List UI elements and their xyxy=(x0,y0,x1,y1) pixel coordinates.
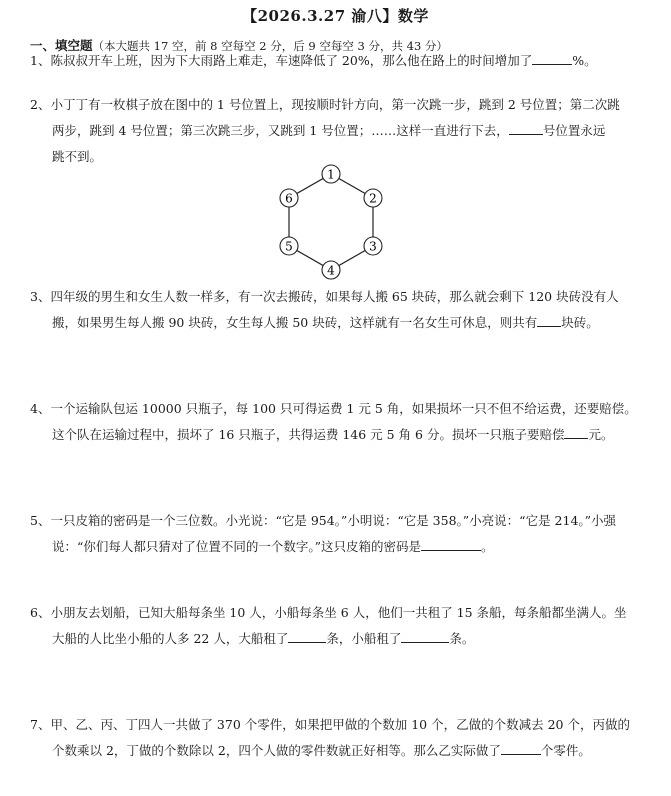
question-text: 号位置永远 xyxy=(542,123,606,138)
question-text: 四年级的男生和女生人数一样多，有一次去搬砖，如果每人搬 65 块砖，那么就会剩下 120 块砖没有人 xyxy=(50,289,619,304)
question-1 xyxy=(30,48,642,74)
page-title: 【2026.3.27 渝八】数学 xyxy=(242,7,429,25)
hexagon-node-1 xyxy=(322,165,340,183)
hexagon-node-3 xyxy=(364,237,382,255)
question-text: 条，小船租了 xyxy=(326,631,402,646)
svg-text:2: 2 xyxy=(369,191,377,206)
question-7 xyxy=(30,712,642,764)
answer-blank xyxy=(509,120,543,135)
hexagon-diagram xyxy=(261,158,401,288)
question-text: 条。 xyxy=(449,631,475,646)
question-3 xyxy=(30,284,642,336)
question-text: 这个队在运输过程中，损坏了 16 只瓶子，共得运费 146 元 5 角 6 分。损坏一只瓶子要赔偿 xyxy=(52,427,565,442)
answer-blank xyxy=(532,50,572,65)
question-number: 2、 xyxy=(30,97,51,112)
question-text: 跳不到。 xyxy=(52,149,103,164)
question-text: 。 xyxy=(481,539,494,554)
question-text: 小丁丁有一枚棋子放在图中的 1 号位置上，现按顺时针方向，第一次跳一步，跳到 2 号位置；第二次跳 xyxy=(50,97,620,112)
svg-text:5: 5 xyxy=(285,239,293,254)
answer-blank xyxy=(421,536,481,551)
hexagon-node-6 xyxy=(280,189,298,207)
answer-blank xyxy=(501,740,541,755)
question-number: 1、 xyxy=(30,53,51,68)
question-text: 一个运输队包运 10000 只瓶子，每 100 只可得运费 1 元 5 角，如果损坏一只不但不给运费，还要赔偿。 xyxy=(50,401,637,416)
question-5 xyxy=(30,508,642,560)
svg-text:4: 4 xyxy=(327,263,335,278)
question-text: %。 xyxy=(572,53,597,68)
question-text: 说：“你们每人都只猜对了位置不同的一个数字。”这只皮箱的密码是 xyxy=(52,539,422,554)
section-heading: 一、填空题 xyxy=(30,38,93,53)
svg-text:3: 3 xyxy=(369,239,377,254)
question-text: 小朋友去划船，已知大船每条坐 10 人，小船每条坐 6 人，他们一共租了 15 条船，每条船都坐满人。坐 xyxy=(50,605,627,620)
hexagon-node-4 xyxy=(322,261,340,279)
question-number: 5、 xyxy=(30,513,51,528)
question-text: 块砖。 xyxy=(561,315,599,330)
question-text: 两步，跳到 4 号位置；第三次跳三步，又跳到 1 号位置；……这样一直进行下去， xyxy=(52,123,509,138)
hexagon-outline xyxy=(289,174,373,270)
question-6 xyxy=(30,600,642,652)
question-text: 一只皮箱的密码是一个三位数。小光说：“它是 954。”小明说：“它是 358。”小亮说：“它是 214。”小强 xyxy=(50,513,617,528)
question-4 xyxy=(30,396,642,448)
answer-blank xyxy=(564,424,588,439)
question-text: 个数乘以 2，丁做的个数除以 2，四个人做的零件数就正好相等。那么乙实际做了 xyxy=(52,743,501,758)
hexagon-node-5 xyxy=(280,237,298,255)
question-number: 7、 xyxy=(30,717,51,732)
svg-text:6: 6 xyxy=(285,191,293,206)
question-text: 元。 xyxy=(588,427,614,442)
answer-blank xyxy=(537,312,561,327)
question-number: 3、 xyxy=(30,289,51,304)
question-text: 陈叔叔开车上班，因为下大雨路上难走，车速降低了 20%，那么他在路上的时间增加了 xyxy=(50,53,533,68)
question-text: 搬，如果男生每人搬 90 块砖，女生每人搬 50 块砖，这样就有一名女生可休息，则共有 xyxy=(52,315,538,330)
hexagon-node-2 xyxy=(364,189,382,207)
question-text: 大船的人比坐小船的人多 22 人，大船租了 xyxy=(52,631,289,646)
question-number: 4、 xyxy=(30,401,51,416)
answer-blank xyxy=(288,628,326,643)
question-text: 甲、乙、丙、丁四人一共做了 370 个零件，如果把甲做的个数加 10 个，乙做的个数减去 20 个，丙做的 xyxy=(50,717,630,732)
question-number: 6、 xyxy=(30,605,51,620)
svg-text:1: 1 xyxy=(327,167,335,182)
section-note: （本大题共 17 空，前 8 空每空 2 分，后 9 空每空 3 分，共 43 分） xyxy=(92,39,448,53)
answer-blank xyxy=(401,628,449,643)
question-text: 个零件。 xyxy=(540,743,591,758)
